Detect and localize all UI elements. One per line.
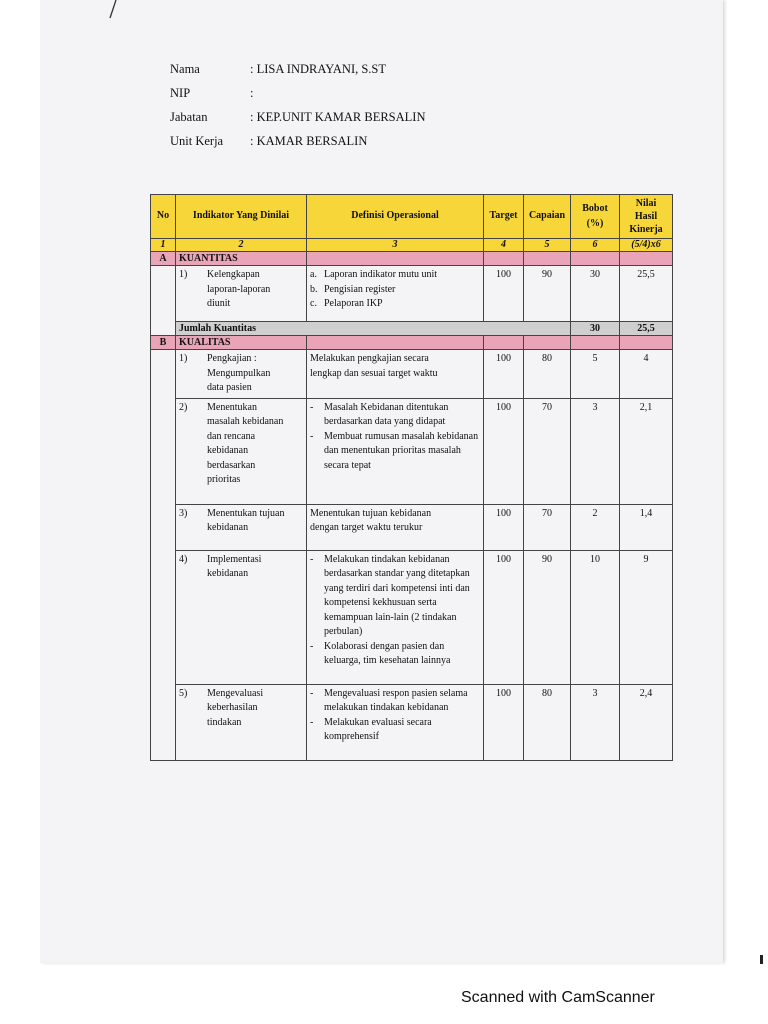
list-item: [310, 716, 480, 745]
list-item: [310, 430, 480, 474]
list-text: Kolaborasi dengan pasien dan keluarga, tim kesehatan lainnya: [324, 640, 451, 666]
row-index: 3): [179, 507, 188, 519]
definisi-list: [310, 268, 480, 312]
text-line: Menentukan tujuan kebidanan: [310, 507, 432, 519]
capaian-value: 70: [524, 504, 571, 550]
list-item: [310, 297, 480, 312]
capaian-value: 90: [524, 550, 571, 684]
indikator-text: [207, 507, 284, 536]
bobot-value: 5: [571, 350, 620, 399]
text-line: Melakukan pengkajian secara: [310, 353, 429, 364]
text-line: dengan target waktu terukur: [310, 522, 423, 533]
section-header-kuantitas: [151, 252, 673, 266]
capaian-value: 80: [524, 350, 571, 399]
page-edge-mark: [760, 955, 763, 964]
nilai-value: 4: [620, 350, 673, 399]
identity-label: NIP: [170, 86, 191, 100]
row-index: 4): [179, 553, 188, 565]
text-line: kebidanan: [207, 445, 249, 456]
bobot-value: 3: [571, 398, 620, 504]
definisi-cell: [307, 504, 484, 550]
identity-label: Jabatan: [170, 110, 208, 124]
indikator-text: [207, 352, 270, 396]
indikator-text: [207, 687, 263, 731]
jumlah-kuantitas-row: [151, 322, 673, 336]
text-line: lengkap dan sesuai target waktu: [310, 367, 438, 379]
list-marker: -: [310, 716, 314, 728]
list-item: [310, 401, 480, 430]
jumlah-nilai: 25,5: [620, 322, 673, 336]
target-value: 100: [484, 504, 524, 550]
table-row: [151, 504, 673, 550]
text-line: keberhasilan: [207, 702, 258, 713]
section-letter: A: [151, 252, 176, 266]
indikator-text: [207, 268, 270, 312]
target-value: 100: [484, 684, 524, 760]
indikator-cell: [176, 350, 307, 399]
row-index: 5): [179, 687, 188, 699]
definisi-cell: [307, 350, 484, 399]
column-number: 3: [307, 239, 484, 252]
table-row: [151, 398, 673, 504]
header-no: No: [151, 195, 176, 239]
list-marker: -: [310, 640, 314, 652]
header-target: Target: [484, 195, 524, 239]
indikator-cell: [176, 684, 307, 760]
text-line: dan rencana: [207, 430, 256, 442]
column-number-row: [151, 239, 673, 252]
row-index: 2): [179, 401, 188, 413]
nilai-value: 2,1: [620, 398, 673, 504]
section-header-kualitas: [151, 336, 673, 350]
column-number: 2: [176, 239, 307, 252]
target-value: 100: [484, 550, 524, 684]
indikator-cell: [176, 398, 307, 504]
nilai-value: 2,4: [620, 684, 673, 760]
capaian-value: 80: [524, 684, 571, 760]
text-line: data pasien: [207, 382, 252, 393]
text-line: Mengevaluasi: [207, 687, 264, 699]
text-line: Menentukan tujuan: [207, 507, 285, 519]
header-nilai-line3: Kinerja: [629, 224, 663, 235]
header-definisi: Definisi Operasional: [307, 195, 484, 239]
text-line: masalah kebidanan: [207, 416, 284, 427]
list-marker: -: [310, 430, 314, 442]
performance-table: [150, 194, 673, 761]
section-title: KUALITAS: [176, 336, 307, 350]
list-item: [310, 283, 480, 298]
table-row: [151, 266, 673, 322]
bobot-value: 30: [571, 266, 620, 322]
jumlah-label: Jumlah Kuantitas: [176, 322, 571, 336]
definisi-cell: [307, 684, 484, 760]
list-marker: a.: [310, 269, 317, 280]
identity-label: Nama: [170, 62, 200, 76]
header-capaian: Capaian: [524, 195, 571, 239]
list-item: [310, 553, 480, 640]
header-bobot: [571, 195, 620, 239]
text-line: laporan-laporan: [207, 283, 271, 295]
table-row: [151, 550, 673, 684]
row-index: 1): [179, 269, 188, 280]
list-marker: b.: [310, 283, 318, 295]
text-line: tindakan: [207, 716, 242, 728]
bobot-value: 3: [571, 684, 620, 760]
header-nilai-line2: Hasil: [634, 211, 658, 222]
list-text: Membuat rumusan masalah kebidanan dan menentukan prioritas masalah secara tepat: [324, 430, 479, 471]
bobot-value: 2: [571, 504, 620, 550]
indikator-text: [207, 401, 283, 488]
target-value: 100: [484, 266, 524, 322]
target-value: 100: [484, 350, 524, 399]
list-marker: -: [310, 687, 314, 699]
column-number: (5/4)x6: [620, 239, 673, 252]
table-header-row: [151, 195, 673, 239]
column-number: 4: [484, 239, 524, 252]
text-line: Menentukan: [207, 401, 257, 413]
column-number: 5: [524, 239, 571, 252]
text-line: prioritas: [207, 474, 241, 485]
section-letter: B: [151, 336, 176, 350]
list-item: [310, 268, 480, 283]
text-line: kebidanan: [207, 522, 249, 533]
text-line: berdasarkan: [207, 459, 256, 471]
table-row: [151, 684, 673, 760]
jumlah-bobot: 30: [571, 322, 620, 336]
camscanner-watermark: Scanned with CamScanner: [461, 989, 655, 1006]
section-title: KUANTITAS: [176, 252, 307, 266]
identity-value: : KAMAR BERSALIN: [250, 134, 368, 148]
column-number: 6: [571, 239, 620, 252]
capaian-value: 90: [524, 266, 571, 322]
definisi-list: [310, 401, 480, 474]
list-text: Melakukan tindakan kebidanan berdasarkan standar yang ditetapkan yang terdiri dari kompetensi inti dan kompetensi kekhusuan serta kemampuan lain-lain (2 tindakan perbulan): [324, 553, 470, 637]
definisi-cell: [307, 398, 484, 504]
text-line: Implementasi: [207, 553, 262, 565]
list-text: Pengisian register: [324, 283, 396, 295]
indikator-text: [207, 553, 261, 582]
definisi-cell: [307, 266, 484, 322]
list-item: [310, 640, 480, 669]
identity-value: :: [250, 86, 254, 100]
text-line: kebidanan: [207, 568, 249, 579]
row-index: 1): [179, 353, 188, 364]
indikator-cell: [176, 266, 307, 322]
header-bobot-line1: Bobot: [582, 203, 608, 214]
header-indikator: Indikator Yang Dinilai: [176, 195, 307, 239]
header-bobot-line2: (%): [586, 217, 604, 229]
text-line: Kelengkapan: [207, 269, 260, 280]
indikator-cell: [176, 550, 307, 684]
list-marker: c.: [310, 298, 317, 309]
list-text: Mengevaluasi respon pasien selama melakukan tindakan kebidanan: [324, 687, 468, 713]
text-line: Pengkajian :: [207, 353, 257, 364]
header-nilai-line1: Nilai: [635, 198, 657, 209]
text-line: Mengumpulkan: [207, 367, 271, 379]
bobot-value: 10: [571, 550, 620, 684]
indikator-cell: [176, 504, 307, 550]
capaian-value: 70: [524, 398, 571, 504]
table-row: [151, 350, 673, 399]
list-text: Pelaporan IKP: [324, 298, 383, 309]
nilai-value: 25,5: [620, 266, 673, 322]
header-nilai: [620, 195, 673, 239]
list-text: Masalah Kebidanan ditentukan berdasarkan data yang didapat: [324, 401, 449, 427]
definisi-list: [310, 553, 480, 669]
nilai-value: 9: [620, 550, 673, 684]
definisi-list: [310, 687, 480, 745]
text-line: diunit: [207, 298, 231, 309]
list-text: Melakukan evaluasi secara komprehensif: [324, 716, 432, 742]
list-text: Laporan indikator mutu unit: [324, 269, 438, 280]
pen-stroke-mark: [106, 0, 118, 20]
column-number: 1: [151, 239, 176, 252]
list-marker: -: [310, 553, 314, 565]
definisi-cell: [307, 550, 484, 684]
identity-value: : KEP.UNIT KAMAR BERSALIN: [250, 110, 426, 124]
nilai-value: 1,4: [620, 504, 673, 550]
identity-label: Unit Kerja: [170, 134, 224, 148]
list-marker: -: [310, 401, 314, 413]
list-item: [310, 687, 480, 716]
target-value: 100: [484, 398, 524, 504]
identity-value: : LISA INDRAYANI, S.ST: [250, 62, 387, 76]
